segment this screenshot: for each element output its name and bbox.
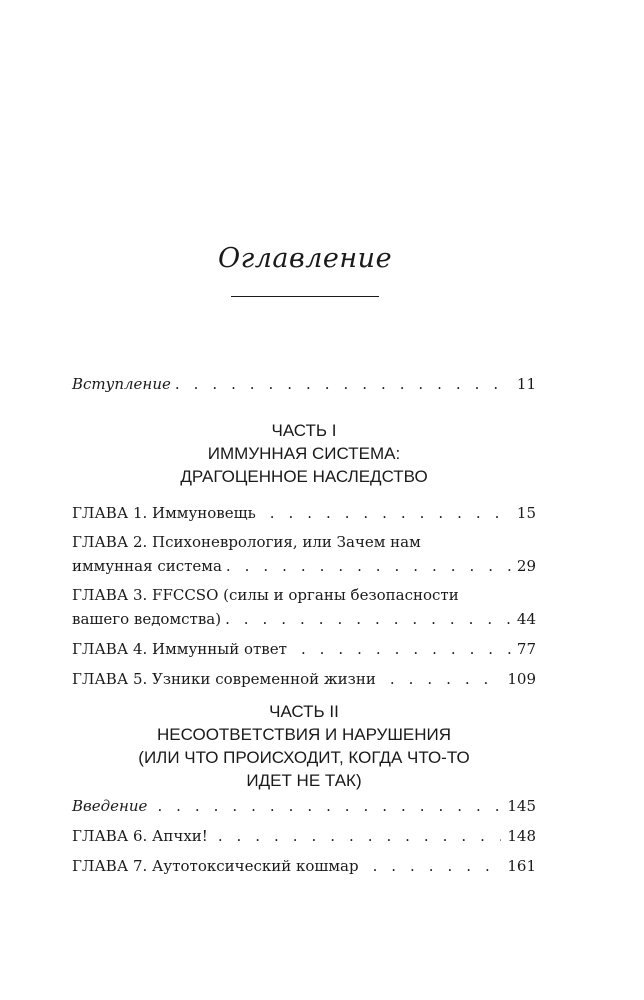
toc-entry-label-line-1: ГЛАВА 2. Психоневрология, или Зачем нам [72,533,421,551]
toc-entry-label: иммунная система [72,557,222,575]
toc-entry-label: ГЛАВА 5. Узники современной жизни [72,670,376,688]
toc-entry-label: ГЛАВА 1. Иммуновещь [72,504,256,522]
part-1-entries [72,501,536,691]
part-2-number: ЧАСТЬ II [269,702,339,721]
toc-entry-chapter-6[interactable] [72,824,536,848]
part-1-heading [72,419,536,488]
toc-entry-chapter-3[interactable] [72,584,536,631]
toc-entry-page: 11 [516,375,536,393]
part-1-title-line-1: ИММУННАЯ СИСТЕМА: [207,444,401,463]
toc-entry-label: ГЛАВА 7. Аутотоксический кошмар [72,857,359,875]
toc-entry-label-line-1: ГЛАВА 3. FFCCSO (силы и органы безопасности [72,586,459,604]
toc-intro [72,372,536,396]
part-1-number: ЧАСТЬ I [271,421,337,440]
part-2-title-line-3: ИДЕТ НЕ ТАК) [246,771,362,790]
toc-entry-chapter-1[interactable] [72,501,536,525]
toc-entry-page: 148 [507,827,536,845]
toc-entry-label: вашего ведомства) [72,610,222,628]
toc-entry-chapter-4[interactable] [72,637,536,661]
leader-dots [226,554,511,578]
toc-title: Оглавление [217,243,393,274]
toc-entry-page: 161 [507,857,536,875]
part-2-title-line-1: НЕСООТВЕТСТВИЯ И НАРУШЕНИЯ [156,725,452,744]
toc-entry-page: 29 [516,557,536,575]
part-2-entries [72,794,536,878]
toc-entry-page: 77 [516,640,536,658]
toc-entry-label: Вступление [72,375,171,393]
leader-dots [270,501,511,525]
toc-entry-chapter-2[interactable] [72,531,536,578]
leader-dots [218,824,502,848]
toc-entry-page: 44 [516,610,536,628]
toc-entry-label: ГЛАВА 6. Апчхи! [72,827,208,845]
leader-dots [390,667,501,691]
toc-entry-chapter-5[interactable] [72,667,536,691]
toc-entry-page: 145 [507,797,536,815]
toc-entry-page: 15 [516,504,536,522]
leader-dots [175,372,511,396]
leader-dots [225,607,511,631]
title-divider [231,296,379,297]
toc-entry-intro[interactable] [72,372,536,396]
part-2-heading [72,700,536,792]
toc-entry-chapter-7[interactable] [72,854,536,878]
part-1-title-line-2: ДРАГОЦЕННОЕ НАСЛЕДСТВО [180,467,428,486]
toc-entry-page: 109 [507,670,536,688]
toc-entry-label: ГЛАВА 4. Иммунный ответ [72,640,287,658]
leader-dots [373,854,502,878]
leader-dots [157,794,501,818]
part-2-title-line-2: (ИЛИ ЧТО ПРОИСХОДИТ, КОГДА ЧТО-ТО [138,748,470,767]
toc-entry-label: Введение [72,797,148,815]
toc-entry-introduction[interactable] [72,794,536,818]
leader-dots [301,637,511,661]
